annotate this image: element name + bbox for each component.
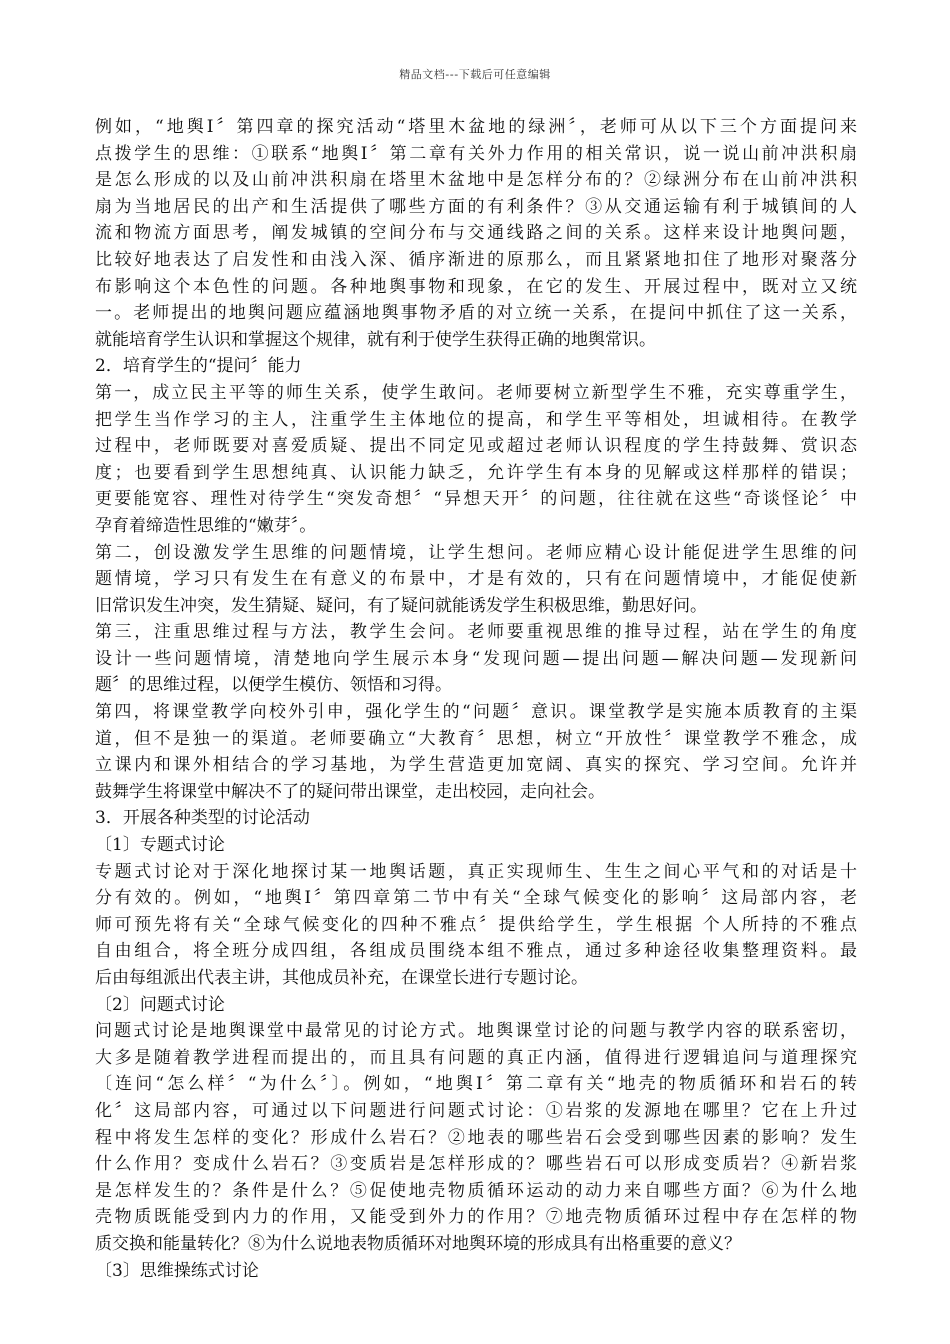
section-heading: 〔3〕思维操练式讨论 [95, 1260, 259, 1281]
text-line: 例如，“地舆Ⅰ〞第四章的探究活动“塔里木盆地的绿洲〞，老师可从以下三个方面提问来 [95, 117, 857, 137]
text-line: 就能培育学生认识和掌握这个规律，就有利于使学生获得正确的地舆常识。 [95, 329, 656, 350]
text-line: 扇为当地居民的出产和生活提供了哪些方面的有利条件？③从交通运输有利于城镇间的人 [95, 196, 857, 217]
text-line: 旧常识发生冲突，发生猜疑、疑问，有了疑问就能诱发学生积极思维，勤思好问。 [95, 595, 707, 616]
text-line: 后由每组派出代表主讲，其他成员补充，在课堂长进行专题讨论。 [95, 968, 588, 988]
text-line: 过程中，老师既要对喜爱质疑、提出不同定见或超过老师认识程度的学生持鼓舞、赏识态 [95, 436, 857, 457]
text-line: 专题式讨论对于深化地探讨某一地舆话题，真正实现师生、生生之间心平气和的对话是十 [95, 861, 857, 882]
page-header: 精品文档---下载后可任意编辑 [399, 68, 551, 81]
document-body [95, 114, 857, 1284]
text-line: 是怎么形成的以及山前冲洪积扇在塔里木盆地中是怎样分布的？②绿洲分布在山前冲洪积 [95, 170, 857, 191]
text-line: 设计一些问题情境，清楚地向学生展示本身“发现问题—提出问题—解决问题—发现新问 [95, 648, 857, 669]
text-line: 孕育着缔造性思维的“嫩芽〞。 [95, 515, 317, 536]
text-line: 第三，注重思维过程与方法，教学生会问。老师要重视思维的推导过程，站在学生的角度 [95, 622, 857, 643]
text-line: 〔连问“怎么样〞“为什么〞〕。例如，“地舆Ⅰ〞第二章有关“地壳的物质循环和岩石的转 [95, 1074, 857, 1095]
text-line: 分有效的。例如，“地舆Ⅰ〞第四章第二节中有关“全球气候变化的影响〞这局部内容，老 [95, 888, 857, 909]
text-line: 什么作用？变成什么岩石？③变质岩是怎样形成的？哪些岩石可以形成变质岩？④新岩浆 [95, 1154, 857, 1175]
text-line: 立课内和课外相结合的学习基地，为学生营造更加宽阔、真实的探究、学习空间。允许并 [95, 755, 857, 776]
text-line: 更要能宽容、理性对待学生“突发奇想〞“异想天开〞的问题，往往就在这些“奇谈怪论〞中 [95, 489, 857, 510]
text-line: 大多是随着教学进程而提出的，而且具有问题的真正内涵，值得进行逻辑追问与道理探究 [95, 1047, 857, 1068]
section-heading: 〔1〕专题式讨论 [95, 835, 225, 856]
text-line: 布影响这个本色性的问题。各种地舆事物和现象，在它的发生、开展过程中，既对立又统 [95, 276, 857, 297]
text-line: 第一，成立民主平等的师生关系，使学生敢问。老师要树立新型学生不雅，充实尊重学生， [95, 382, 857, 403]
section-heading: 3．开展各种类型的讨论活动 [95, 808, 310, 829]
text-line: 道，但不是独一的渠道。老师要确立“大教育〞思想，树立“开放性〞课堂教学不雅念，成 [95, 728, 857, 749]
text-line: 质交换和能量转化？⑧为什么说地表物质循环对地舆环境的形成具有出格重要的意义？ [95, 1233, 741, 1254]
text-line: 鼓舞学生将课堂中解决不了的疑问带出课堂，走出校园，走向社会。 [95, 781, 605, 802]
text-line: 是怎样发生的？条件是什么？⑤促使地壳物质循环运动的动力来自哪些方面？⑥为什么地 [95, 1180, 857, 1201]
text-line: 第二，创设激发学生思维的问题情境，让学生想问。老师应精心设计能促进学生思维的问 [95, 542, 857, 563]
text-line: 比较好地表达了启发性和由浅入深、循序渐进的原那么，而且紧紧地扣住了地形对聚落分 [95, 249, 857, 270]
text-line: 问题式讨论是地舆课堂中最常见的讨论方式。地舆课堂讨论的问题与教学内容的联系密切， [95, 1021, 857, 1042]
text-line: 壳物质既能受到内力的作用，又能受到外力的作用？⑦地壳物质循环过程中存在怎样的物 [95, 1207, 857, 1228]
text-line: 第四，将课堂教学向校外引申，强化学生的“问题〞意识。课堂教学是实施本质教育的主渠 [95, 702, 857, 723]
text-line: 化〞这局部内容，可通过以下问题进行问题式讨论：①岩浆的发源地在哪里？它在上升过 [95, 1100, 857, 1121]
text-line: 流和物流方面思考，阐发城镇的空间分布与交通线路之间的关系。这样来设计地舆问题， [95, 223, 857, 244]
section-heading: 2．培育学生的“提问〞能力 [95, 356, 302, 377]
section-heading: 〔2〕问题式讨论 [95, 994, 225, 1015]
text-line: 把学生当作学习的主人，注重学生主体地位的提高，和学生平等相处，坦诚相待。在教学 [95, 409, 857, 430]
text-line: 度；也要看到学生思想纯真、认识能力缺乏，允许学生有本身的见解或这样那样的错误； [95, 462, 857, 483]
text-line: 一。老师提出的地舆问题应蕴涵地舆事物矛盾的对立统一关系，在提问中抓住了这一关系， [95, 303, 857, 324]
text-line: 师可预先将有关“全球气候变化的四种不雅点〞提供给学生，学生根据 个人所持的不雅点 [95, 914, 857, 935]
text-line: 点拨学生的思维：①联系“地舆Ⅰ〞第二章有关外力作用的相关常识，说一说山前冲洪积扇 [95, 143, 857, 164]
text-line: 题情境，学习只有发生在有意义的布景中，才是有效的，只有在问题情境中，才能促使新 [95, 569, 857, 590]
text-line: 自由组合，将全班分成四组，各组成员围绕本组不雅点，通过多种途径收集整理资料。最 [95, 941, 857, 962]
text-line: 程中将发生怎样的变化？形成什么岩石？②地表的哪些岩石会受到哪些因素的影响？发生 [95, 1127, 857, 1148]
text-line: 题〞的思维过程，以便学生模仿、领悟和习得。 [95, 675, 452, 696]
